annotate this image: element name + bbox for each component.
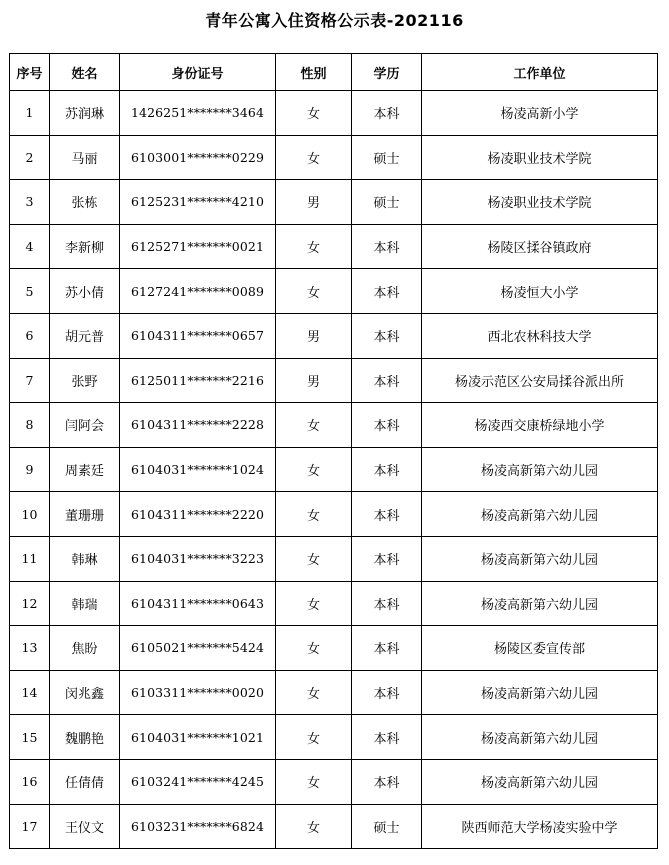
table-row	[10, 670, 658, 715]
header-work: 工作单位	[422, 54, 658, 91]
cell-sex: 女	[276, 581, 352, 626]
table-row	[10, 180, 658, 225]
cell-name: 张栋	[50, 180, 120, 225]
cell-sex: 女	[276, 403, 352, 448]
cell-name: 苏小倩	[50, 269, 120, 314]
table-row	[10, 715, 658, 760]
header-name: 姓名	[50, 54, 120, 91]
header-id: 身份证号	[120, 54, 276, 91]
cell-name: 周素廷	[50, 447, 120, 492]
table-row	[10, 403, 658, 448]
cell-edu: 本科	[352, 358, 422, 403]
cell-sex: 女	[276, 447, 352, 492]
cell-work: 杨凌高新第六幼儿园	[422, 759, 658, 804]
cell-name: 张野	[50, 358, 120, 403]
cell-id: 6104311*******0657	[120, 313, 276, 358]
cell-work: 杨凌西交康桥绿地小学	[422, 403, 658, 448]
header-edu: 学历	[352, 54, 422, 91]
cell-name: 任倩倩	[50, 759, 120, 804]
cell-edu: 本科	[352, 536, 422, 581]
cell-seq: 2	[10, 135, 50, 180]
cell-sex: 女	[276, 91, 352, 136]
cell-name: 董珊珊	[50, 492, 120, 537]
cell-seq: 12	[10, 581, 50, 626]
cell-seq: 13	[10, 626, 50, 671]
cell-id: 6104311*******2220	[120, 492, 276, 537]
cell-seq: 5	[10, 269, 50, 314]
cell-id: 6125231*******4210	[120, 180, 276, 225]
residency-table	[9, 53, 658, 849]
cell-edu: 本科	[352, 759, 422, 804]
cell-edu: 本科	[352, 492, 422, 537]
cell-name: 韩琳	[50, 536, 120, 581]
cell-work: 杨凌高新第六幼儿园	[422, 715, 658, 760]
cell-seq: 16	[10, 759, 50, 804]
cell-edu: 本科	[352, 403, 422, 448]
cell-sex: 男	[276, 180, 352, 225]
cell-id: 6104311*******2228	[120, 403, 276, 448]
cell-work: 杨凌高新第六幼儿园	[422, 492, 658, 537]
table-row	[10, 447, 658, 492]
cell-id: 6103241*******4245	[120, 759, 276, 804]
cell-seq: 11	[10, 536, 50, 581]
table-row	[10, 759, 658, 804]
cell-edu: 本科	[352, 581, 422, 626]
table-row	[10, 91, 658, 136]
cell-sex: 女	[276, 759, 352, 804]
cell-edu: 本科	[352, 626, 422, 671]
cell-work: 杨陵区揉谷镇政府	[422, 224, 658, 269]
cell-id: 6104311*******0643	[120, 581, 276, 626]
cell-work: 陕西师范大学杨凌实验中学	[422, 804, 658, 849]
cell-sex: 女	[276, 536, 352, 581]
cell-sex: 女	[276, 492, 352, 537]
table-row	[10, 581, 658, 626]
cell-seq: 1	[10, 91, 50, 136]
cell-edu: 本科	[352, 224, 422, 269]
cell-sex: 女	[276, 224, 352, 269]
cell-work: 杨凌职业技术学院	[422, 135, 658, 180]
cell-name: 李新柳	[50, 224, 120, 269]
cell-name: 王仪文	[50, 804, 120, 849]
cell-id: 6125011*******2216	[120, 358, 276, 403]
cell-work: 杨凌示范区公安局揉谷派出所	[422, 358, 658, 403]
table-row	[10, 804, 658, 849]
cell-seq: 8	[10, 403, 50, 448]
table-header-row	[10, 54, 658, 91]
cell-sex: 女	[276, 670, 352, 715]
cell-seq: 10	[10, 492, 50, 537]
cell-edu: 本科	[352, 269, 422, 314]
cell-work: 杨凌职业技术学院	[422, 180, 658, 225]
cell-sex: 女	[276, 135, 352, 180]
cell-work: 西北农林科技大学	[422, 313, 658, 358]
cell-work: 杨凌高新小学	[422, 91, 658, 136]
table-row	[10, 358, 658, 403]
table-row	[10, 135, 658, 180]
cell-edu: 本科	[352, 670, 422, 715]
cell-sex: 男	[276, 313, 352, 358]
cell-work: 杨凌高新第六幼儿园	[422, 581, 658, 626]
table-row	[10, 313, 658, 358]
cell-name: 闵兆鑫	[50, 670, 120, 715]
cell-edu: 硕士	[352, 804, 422, 849]
table-row	[10, 224, 658, 269]
cell-work: 杨凌高新第六幼儿园	[422, 536, 658, 581]
cell-seq: 15	[10, 715, 50, 760]
cell-seq: 6	[10, 313, 50, 358]
cell-id: 6105021*******5424	[120, 626, 276, 671]
cell-id: 6103231*******6824	[120, 804, 276, 849]
cell-sex: 女	[276, 804, 352, 849]
cell-edu: 硕士	[352, 180, 422, 225]
cell-seq: 17	[10, 804, 50, 849]
table-row	[10, 492, 658, 537]
header-sex: 性别	[276, 54, 352, 91]
cell-seq: 7	[10, 358, 50, 403]
cell-edu: 本科	[352, 447, 422, 492]
cell-id: 1426251*******3464	[120, 91, 276, 136]
cell-name: 韩瑞	[50, 581, 120, 626]
cell-sex: 女	[276, 269, 352, 314]
cell-name: 闫阿会	[50, 403, 120, 448]
cell-name: 焦盼	[50, 626, 120, 671]
cell-work: 杨凌高新第六幼儿园	[422, 447, 658, 492]
cell-id: 6127241*******0089	[120, 269, 276, 314]
cell-name: 马丽	[50, 135, 120, 180]
cell-seq: 9	[10, 447, 50, 492]
cell-edu: 硕士	[352, 135, 422, 180]
cell-id: 6125271*******0021	[120, 224, 276, 269]
cell-edu: 本科	[352, 91, 422, 136]
page-title: 青年公寓入住资格公示表-202116	[205, 11, 464, 30]
table-row	[10, 536, 658, 581]
cell-seq: 4	[10, 224, 50, 269]
cell-seq: 3	[10, 180, 50, 225]
cell-id: 6104031*******3223	[120, 536, 276, 581]
cell-work: 杨凌恒大小学	[422, 269, 658, 314]
cell-work: 杨陵区委宣传部	[422, 626, 658, 671]
cell-name: 苏润琳	[50, 91, 120, 136]
header-seq: 序号	[10, 54, 50, 91]
cell-edu: 本科	[352, 313, 422, 358]
cell-sex: 男	[276, 358, 352, 403]
cell-id: 6103001*******0229	[120, 135, 276, 180]
cell-seq: 14	[10, 670, 50, 715]
cell-work: 杨凌高新第六幼儿园	[422, 670, 658, 715]
cell-name: 胡元普	[50, 313, 120, 358]
cell-name: 魏鹏艳	[50, 715, 120, 760]
table-row	[10, 626, 658, 671]
cell-sex: 女	[276, 626, 352, 671]
cell-sex: 女	[276, 715, 352, 760]
cell-edu: 本科	[352, 715, 422, 760]
cell-id: 6103311*******0020	[120, 670, 276, 715]
cell-id: 6104031*******1024	[120, 447, 276, 492]
cell-id: 6104031*******1021	[120, 715, 276, 760]
table-row	[10, 269, 658, 314]
